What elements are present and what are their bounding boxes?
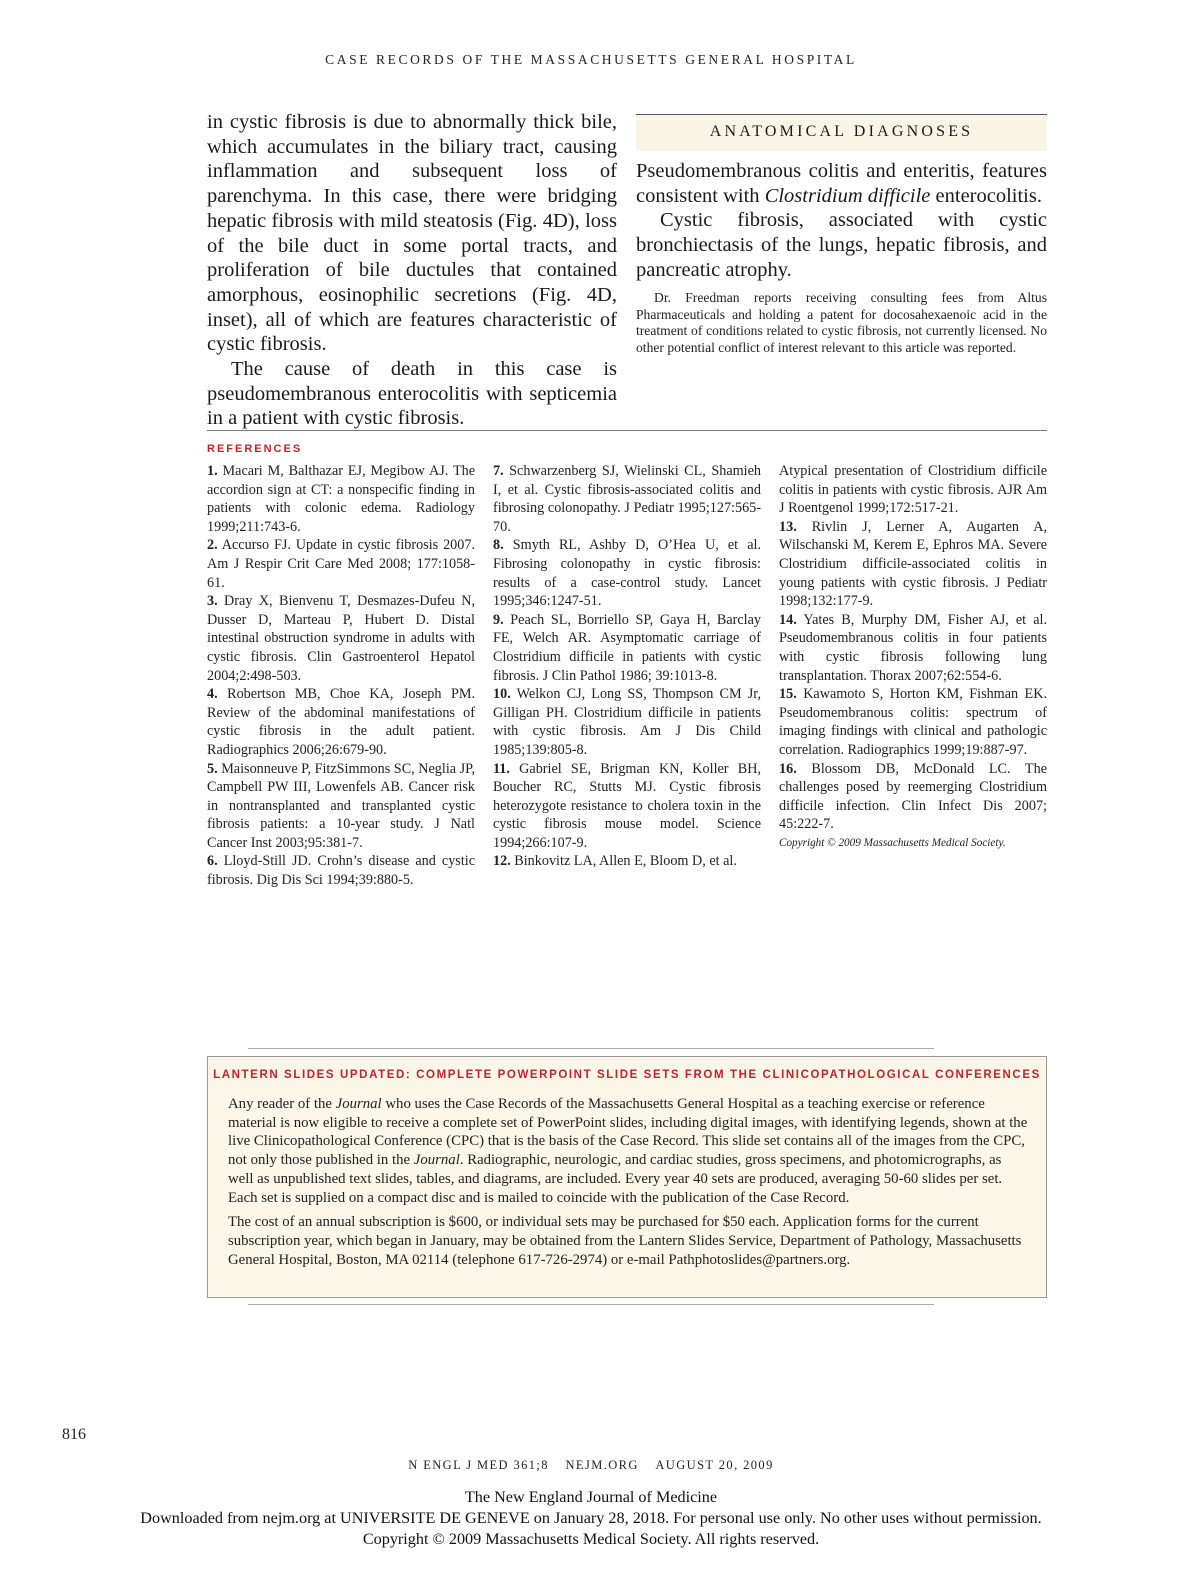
- reference-item: [779, 760, 1047, 834]
- reference-number: 6.: [207, 853, 218, 870]
- reference-text: Binkovitz LA, Allen E, Bloom D, et al.: [514, 853, 737, 870]
- reference-number: 13.: [779, 518, 797, 535]
- running-head: CASE RECORDS OF THE MASSACHUSETTS GENERAL HOSPITAL: [325, 52, 857, 67]
- page-number: 816: [62, 1426, 86, 1443]
- references-column-2: [493, 462, 761, 871]
- reference-item: [493, 536, 761, 610]
- reference-item: [207, 536, 475, 592]
- reference-number: 4.: [207, 686, 218, 703]
- diagnosis-1-end: enterocolitis.: [930, 184, 1042, 207]
- reference-number: 12.: [493, 853, 511, 870]
- reference-item: [207, 462, 475, 536]
- lantern-slides-text: [228, 1095, 1030, 1275]
- reference-number: 15.: [779, 686, 797, 703]
- reference-number: 3.: [207, 593, 218, 610]
- reference-number: 14.: [779, 611, 797, 628]
- reference-item: [493, 685, 761, 759]
- reference-item: [779, 685, 1047, 759]
- references-column-1: [207, 462, 475, 890]
- disclosure-statement: Dr. Freedman reports receiving consulting fees from Altus Pharmaceuticals and holding a patent for docosahexaenoic acid in the treatment of conditions related to cystic fibrosis, not currently licensed. No other potential conflict of interest relevant to this article was reported.: [636, 290, 1047, 355]
- reference-item: [493, 760, 761, 853]
- lantern-paragraph-1: [228, 1095, 1030, 1207]
- journal-footer: [0, 1458, 1182, 1473]
- diagnosis-paragraph-2: Cystic fibrosis, associated with cystic bronchiectasis of the lungs, hepatic fibrosis, and pancreatic atrophy.: [636, 209, 1047, 281]
- reference-number: 1.: [207, 463, 218, 479]
- reference-text: Welkon CJ, Long SS, Thompson CM Jr, Gilligan PH. Clostridium difficile in patients with cystic fibrosis. Am J Dis Child 1985;139:805-8.: [493, 686, 761, 758]
- reference-number: 8.: [493, 537, 504, 554]
- journal-site: NEJM.ORG: [565, 1458, 639, 1472]
- lantern-text-part: . Radiographic, neurologic, and cardiac studies, gross specimens, and photomicrographs, as well as unpublished text slides, tables, and diagrams, are included. Every year 40 sets are produced, averaging 50-60 slides per set. Each set is supplied on a compact disc and is mailed to coincide with the publication of the Case Record.: [228, 1152, 1003, 1206]
- reference-text: Rivlin J, Lerner A, Augarten A, Wilschanski M, Kerem E, Ephros MA. Severe Clostridium difficile-associated colitis in young patients with cystic fibrosis. J Pediatr 1998;132:177-9.: [779, 518, 1047, 610]
- reference-item: [779, 611, 1047, 685]
- reference-text: Gabriel SE, Brigman KN, Koller BH, Boucher RC, Stutts MJ. Cystic fibrosis heterozygote resistance to cholera toxin in the cystic fibrosis mouse model. Science 1994;266:107-9.: [493, 760, 761, 851]
- reference-item: [207, 760, 475, 853]
- reference-number: 16.: [779, 760, 797, 777]
- reference-text: Kawamoto S, Horton KM, Fishman EK. Pseudomembranous colitis: spectrum of imaging findings with clinical and pathologic correlation. Radiographics 1999;19:887-97.: [779, 686, 1048, 758]
- reference-number: 11.: [493, 760, 510, 777]
- body-paragraph-2: The cause of death in this case is pseudomembranous enterocolitis with septicemia in a patient with cystic fibrosis.: [207, 358, 617, 430]
- lantern-paragraph-2: The cost of an annual subscription is $600, or individual sets may be purchased for $50 each. Application forms for the current subscription year, which began in January, may be obtained from the Lantern Slides Service, Department of Pathology, Massachusetts General Hospital, Boston, MA 02114 (telephone 617-726-2974) or e-mail Pathphotoslides@partners.org.: [228, 1214, 1022, 1268]
- reference-item: [493, 611, 761, 685]
- diagnosis-paragraph-1: [636, 159, 1047, 208]
- reference-item-continued: Atypical presentation of Clostridium difficile colitis in patients with cystic fibrosis. AJR Am J Roentgenol 1999;172:517-21.: [779, 463, 1047, 517]
- journal-name: Journal: [335, 1096, 382, 1112]
- reference-number: 5.: [207, 760, 218, 777]
- reference-text: Robertson MB, Choe KA, Joseph PM. Review of the abdominal manifestations of cystic fibrosis in the adult patient. Radiographics 2006;26:679-90.: [207, 686, 476, 758]
- reference-item: [207, 685, 475, 759]
- reference-number: 2.: [207, 537, 218, 554]
- reference-text: Yates B, Murphy DM, Fisher AJ, et al. Pseudomembranous colitis in four patients with cystic fibrosis following lung transplantation. Thorax 2007;62:554-6.: [779, 611, 1047, 684]
- organism-name: Clostridium difficile: [764, 184, 931, 207]
- reference-text: Accurso FJ. Update in cystic fibrosis 2007. Am J Respir Crit Care Med 2008; 177:1058-61.: [207, 537, 475, 591]
- box-bottom-rule: [248, 1304, 934, 1305]
- lantern-text-part: Any reader of the: [228, 1096, 336, 1112]
- anatomical-diagnoses-heading: ANATOMICAL DIAGNOSES: [636, 114, 1047, 151]
- reference-number: 7.: [493, 463, 504, 479]
- download-line-2: Downloaded from nejm.org at UNIVERSITE DE GENEVE on January 28, 2018. For personal use only. No other uses without permission.: [140, 1509, 1042, 1527]
- download-notice: [0, 1487, 1182, 1550]
- reference-item: [493, 462, 761, 536]
- copyright-notice: Copyright © 2009 Massachusetts Medical Society.: [779, 836, 1006, 849]
- reference-item: [207, 852, 475, 889]
- reference-item: [207, 592, 475, 685]
- body-paragraph-1: in cystic fibrosis is due to abnormally thick bile, which accumulates in the biliary tract, causing inflammation and subsequent loss of parenchyma. In this case, there were bridging hepatic fibrosis with mild steatosis (Fig. 4D), loss of the bile duct in some portal tracts, and proliferation of bile ductules that contained amorphous, eosinophilic secretions (Fig. 4D, inset), all of which are features characteristic of cystic fibrosis.: [207, 111, 617, 356]
- lantern-text-part: who uses the Case Records of the Massachusetts General Hospital as a teaching exercise or reference material is now eligible to receive a complete set of PowerPoint slides, including digital images, with identifying legends, shown at the live Clinicopathological Conference (CPC) that is the basis of the Case Record. This slide set contains all of the images from the CPC, not only those published in the: [228, 1096, 1028, 1169]
- anatomical-diagnoses-text: [636, 159, 1047, 283]
- reference-text: Peach SL, Borriello SP, Gaya H, Barclay FE, Welch AR. Asymptomatic carriage of Clostridium difficile in patients with cystic fibrosis. J Clin Pathol 1986; 39:1013-8.: [493, 611, 762, 684]
- references-heading: REFERENCES: [207, 443, 303, 455]
- reference-text: Lloyd-Still JD. Crohn’s disease and cystic fibrosis. Dig Dis Sci 1994;39:880-5.: [207, 853, 476, 889]
- reference-item: [493, 852, 761, 871]
- reference-number: 10.: [493, 686, 511, 703]
- reference-text: Macari M, Balthazar EJ, Megibow AJ. The accordion sign at CT: a nonspecific finding in patients with colonic edema. Radiology 1999;211:743-6.: [207, 463, 475, 535]
- references-column-3: [779, 462, 1047, 852]
- reference-text: Blossom DB, McDonald LC. The challenges posed by reemerging Clostridium difficile infection. Clin Infect Dis 2007; 45:222-7.: [779, 760, 1047, 833]
- reference-number: 9.: [493, 611, 504, 628]
- journal-citation: N ENGL J MED 361;8: [408, 1458, 549, 1472]
- reference-text: Smyth RL, Ashby D, O’Hea U, et al. Fibrosing colonopathy in cystic fibrosis: results of a case-control study. Lancet 1995;346:1247-51.: [493, 537, 762, 610]
- reference-text: Schwarzenberg SJ, Wielinski CL, Shamieh I, et al. Cystic fibrosis-associated colitis and fibrosing colonopathy. J Pediatr 1995;127:565-70.: [493, 463, 762, 535]
- body-text-column: [207, 110, 617, 431]
- issue-date: AUGUST 20, 2009: [655, 1458, 774, 1472]
- journal-name: Journal: [413, 1152, 460, 1169]
- box-top-rule: [248, 1048, 934, 1049]
- reference-text: Dray X, Bienvenu T, Desmazes-Dufeu N, Dusser D, Marteau P, Hubert D. Distal intestinal obstruction syndrome in adults with cystic fibrosis. Clin Gastroenterol Hepatol 2004;2:498-503.: [207, 593, 475, 684]
- diagnosis-1-start: Pseudomembranous colitis and enteritis, features consistent with: [636, 160, 1047, 207]
- reference-item: [779, 518, 1047, 611]
- download-line-1: The New England Journal of Medicine: [464, 1488, 718, 1506]
- section-divider: [207, 430, 1047, 431]
- reference-text: Maisonneuve P, FitzSimmons SC, Neglia JP, Campbell PW III, Lowenfels AB. Cancer risk in nontransplanted and transplanted cystic fibrosis patients: a 10-year study. J Natl Cancer Inst 2003;95:381-7.: [207, 760, 476, 851]
- lantern-slides-heading: LANTERN SLIDES UPDATED: COMPLETE POWERPOINT SLIDE SETS FROM THE CLINICOPATHOLOGICAL CONFERENCES: [213, 1069, 1041, 1081]
- download-line-3: Copyright © 2009 Massachusetts Medical Society. All rights reserved.: [362, 1530, 820, 1548]
